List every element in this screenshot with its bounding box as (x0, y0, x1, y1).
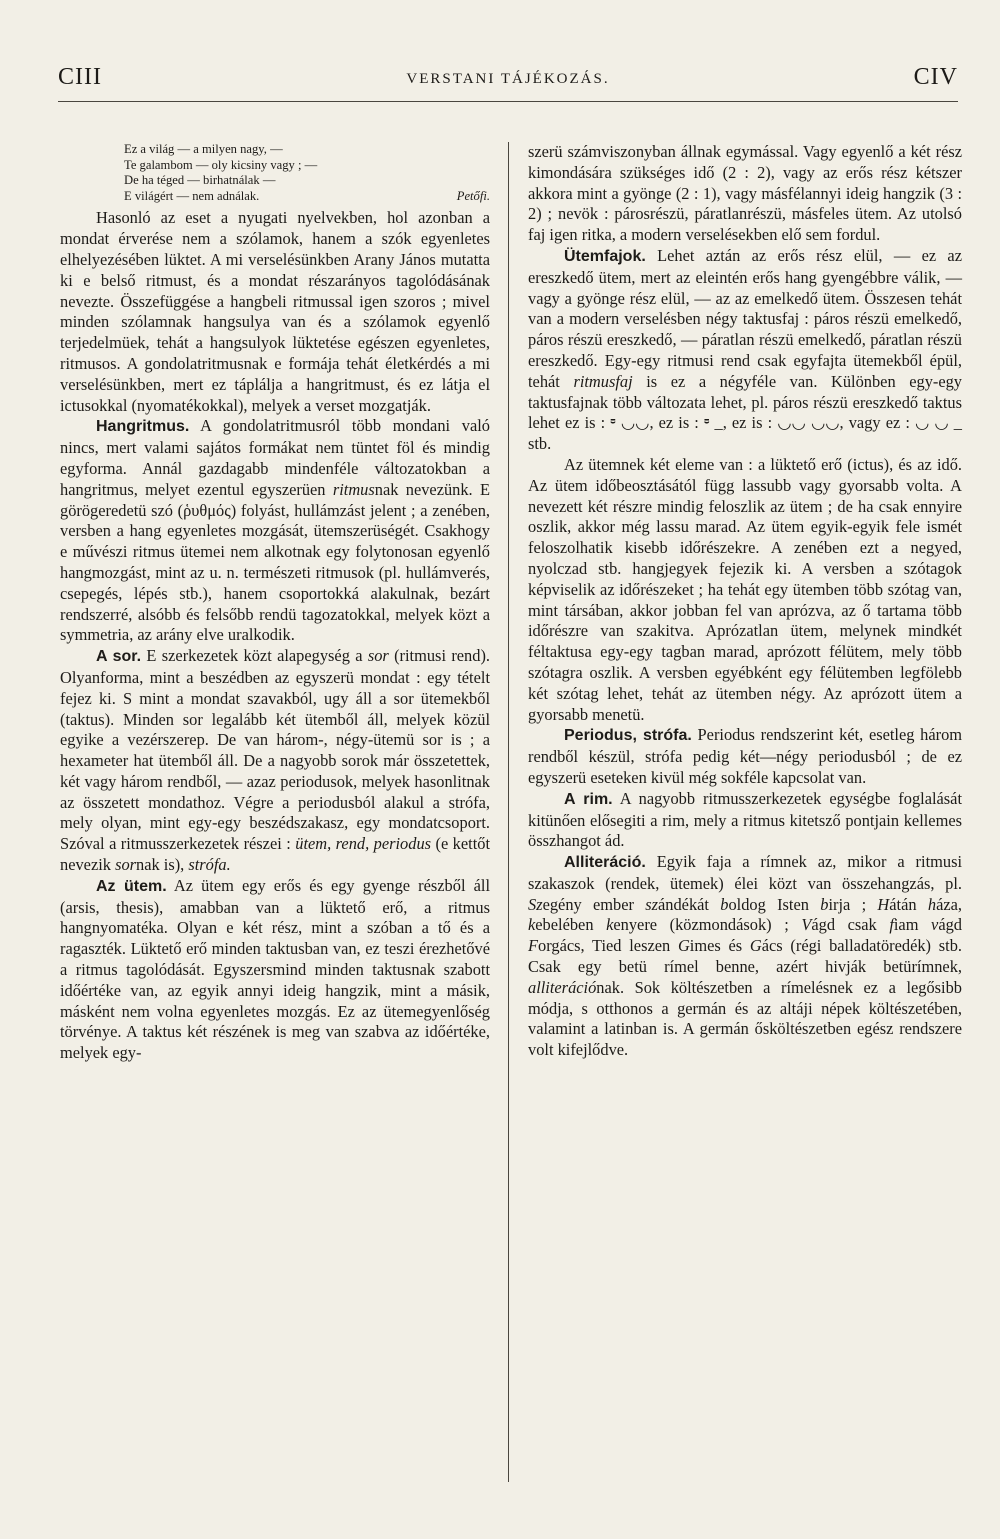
paragraph-text: A gondolatritmusról több mondani való nincs, mert valami sajátos formákat nem tüntet föl és mindig egyforma. Annál gazdagabb mindenféle változatokban a hangritmus, melyet ezentul egyszerüen (60, 416, 490, 499)
header-rule (58, 101, 958, 102)
paragraph-text: nak. Sok költészetben a rímelésnek ez a legősibb módja, s otthonos a germán és az altáji népek költészetében, valamint a latinban is. A germán ősköltészetben egész rendszere volt kifejlődve. (528, 977, 962, 1060)
section-heading: Az ütem. (96, 877, 167, 895)
paragraph (528, 789, 962, 852)
paragraph-text: (e kettőt nevezik (60, 834, 490, 875)
emphasis: V (801, 915, 812, 935)
column-divider (508, 142, 509, 1482)
emphasis: ütem, rend, periodus (295, 834, 432, 854)
emphasis: G (677, 936, 690, 956)
paragraph-text: ebelében (535, 915, 607, 935)
paragraph-text: iam (893, 915, 932, 935)
paragraph-text: átán (889, 894, 928, 914)
paragraph: szerü számviszonyban állnak egymással. Vagy egyenlő a két rész kimondására szükséges idő (2 : 2), vagy az erős rész kétszer akkora mint a gyönge (2 : 1), vagy másfélannyi ideig hangzik (3 : 2) ; nevök : párosrészü, páratlanrészü, másfeles ütem. Az utolsó faj igen ritka, a modern verselésekben elő sem fordul. (528, 142, 962, 245)
page-number-right: CIV (913, 64, 958, 90)
paragraph-text: Lehet aztán az erős rész elül, — ez az ereszkedő ütem, mert az eleintén erős hang gyengébbre válik, — vagy a gyönge rész elül, — az az emelkedő ütem. Összesen tehát van a modern verselésben négy taktusfaj : páros részü emelkedő, páros részü ereszkedő, — páratlan részü emelkedő, páratlan részü ereszkedő. Egy-egy ritmusi rend csak egyfajta ütemekből épül, tehát (528, 245, 962, 391)
poem-line: De ha téged — birhatnálak — (124, 173, 276, 188)
poem-author: Petőfi. (456, 188, 490, 203)
paragraph-text: ágd csak (811, 915, 890, 935)
emphasis: sor (115, 855, 137, 875)
paragraph-text: (ritmusi rend). Olyanforma, mint a beszédben az egyszerü mondat : egy tételt fejez ki. S mint a mondat szavakból, ugy áll a sor ütemekből (taktus). Minden sor legalább két ütemből áll, melyek közül egyike a vezérszerep. De van három-, négy-ütemü sor is ; a hexameter hat ütemből áll. De a nagyobb sorok már összetettek, két vagy három rendből, — azaz periodusok, melyek hasonlitnak az összetett mondathoz. Végre a periodusból alakul a strófa, mely olyan, mint egy-egy beszédszakasz, egy mondatcsoport. Szóval a ritmusszerkezetek részei : (60, 646, 490, 854)
emphasis: sor (367, 646, 389, 666)
paragraph (528, 852, 962, 1061)
emphasis: alliteráció (528, 977, 597, 997)
emphasis: k (606, 915, 614, 935)
page-number-left: CIII (58, 64, 102, 90)
emphasis: Sz (528, 894, 543, 914)
section-heading: Periodus, strófa. (564, 727, 692, 745)
paragraph-text: ándékát (658, 894, 721, 914)
poem-line: E világért — nem adnálak. (124, 188, 260, 203)
paragraph-text: enyere (közmondások) ; (613, 915, 802, 935)
paragraph-text: oldog Isten (728, 894, 821, 914)
paragraph-text: nak is), (136, 855, 189, 875)
paragraph-text: Az ütem egy erős és egy gyenge részből áll (arsis, thesis), amabban van a lüktető erő, a ritmus hangnyomatéka. Olyan e két rész, mint a szóban a tő és a ragaszték. Lüktető erő minden taktusban van, ez teszi érezhetővé a ritmus tagolódását. Egyszersmind minden taktusnak szabott időértéke van, az egyik annyi ideig hangzik, mint a másik, másként nem volna egyenletes mozgás. Ez az ütemegyenlőség törvénye. A taktus két részének is meg van szabva az időértéke, melyek egy- (60, 875, 490, 1063)
emphasis: H (877, 894, 890, 914)
section-heading: Alliteráció. (564, 854, 646, 872)
paragraph: Az ütemnek két eleme van : a lüktető erő (ictus), és az idő. Az ütem időbeosztásától függ lassubb vagy gyorsabb volta. A nevezett két részre mindig feloszlik az ütem ; de ha csak ennyire oszlik, akkor még lassu marad. Az ütem egyik-egyik fele ismét feloszolhatik kisebb időrészekre. A zenében ezt a negyed, nyolczad stb. hangjegyek fejezik ki. A versben a szótagok képviselik az időrészeket ; ha tehát egy ütemben több szótag van, mint társában, akkor jobban fel van aprózva, az ő tartama több időrészre van szakitva. Aprózatlan ütem, melynek mindkét féltaktusa egy-egy tagban marad, aprózott félütem, mely több szótagra oszlik. A versben egyébként egy félütemben legfölebb két szótag lehet, tehát az ütemben négy. Az aprózott ütem a gyorsabb menetü. (528, 454, 962, 724)
emphasis: ritmus (332, 479, 375, 499)
left-column (60, 142, 490, 1064)
paragraph (60, 646, 490, 876)
emphasis: ritmusfaj (573, 371, 633, 391)
paragraph-text: orgács, Tied leszen (538, 936, 678, 956)
paragraph (60, 416, 490, 646)
poem-line: Te galambom — oly kicsiny vagy ; — (124, 157, 318, 172)
running-header (58, 64, 958, 98)
emphasis: k (528, 915, 536, 935)
paragraph-text: imes és (689, 936, 750, 956)
emphasis: f (889, 915, 894, 935)
paragraph (528, 246, 962, 455)
section-heading: A rim. (564, 790, 613, 808)
right-column (528, 142, 962, 1061)
emphasis: strófa. (188, 855, 231, 875)
paragraph (528, 725, 962, 788)
paragraph-text: ács (régi balladatöredék) stb. Csak egy betü rímel benne, azért hivják betürímnek, (528, 936, 962, 977)
paragraph: Hasonló az eset a nyugati nyelvekben, hol azonban a mondat érverése nem a szólamok, hanem a szók egyenletes elhelyezésében lüktet. A mi verselésünkben Arany János mutatta ki e belső ritmust, és a mondat részarányos tagolódásának nevezte. Összefüggése a hangbeli ritmussal igen szoros ; mivel minden szólamnak hangsulya van és a szólamok egyenlő terjedelmüek, tehát a hangsulyok lüktetése egészen egyenletes, ritmusos. A gondolatritmusnak e formája tehát életkérdés a mi verselésünkben, mert ez táplálja a hangritmust, és ez látja el ictusokkal (nyomatékokkal), melyek a verset mozgatják. (60, 208, 490, 415)
paragraph-text: Egyik faja a rímnek az, mikor a ritmusi szakaszok (rendek, ütemek) élei közt van összehangzás, pl. (528, 852, 962, 893)
running-title: VERSTANI TÁJÉKOZÁS. (406, 71, 610, 87)
paragraph-text: ágd (938, 915, 962, 935)
emphasis: h (927, 894, 937, 914)
section-heading: A sor. (96, 648, 142, 666)
section-heading: Hangritmus. (96, 418, 190, 436)
emphasis: v (931, 915, 939, 935)
poem-quote (124, 142, 490, 204)
paragraph-text: irja ; (828, 894, 878, 914)
paragraph-text: Periodus rendszerint két, esetleg három rendből készül, strófa pedig két—négy periodusból ; de ez egyszerü eseteken kivül még sokféle kapcsolat van. (528, 725, 963, 787)
paragraph-text: egény ember (542, 894, 646, 914)
paragraph-text: nak nevezünk. E görögeredetü szó (ῥυθμός) folyást, hullámzást jelent ; a zenében, versben a hang egyenletes mozgását, ütemszerüségét. Csakhogy e művészi ritmus ütemei nem alkotnak egy folytonosan egyenlő hangmozgást, mint az u. n. természeti ritmusok (pl. hullámverés, csepegés, lépés stb.), hanem csoportokká alakulnak, bezárt rendszerré, alsóbb és felsőbb rendü tagozatokkal, melyek közt a symmetria, az arány elve uralkodik. (60, 479, 490, 645)
emphasis: G (749, 936, 762, 956)
paragraph-text: E szerkezetek közt alapegység a (141, 646, 368, 666)
emphasis: b (820, 894, 829, 914)
emphasis: b (720, 894, 729, 914)
emphasis: F (528, 936, 539, 956)
paragraph-text: is ez a négyféle van. Különben egy-egy taktusfajnak több változata lehet, pl. páros részü ereszkedő taktus lehet ez is : ⏒ ◡◡, ez is : ⏒ _, ez is : ◡◡ ◡◡, vagy ez : ◡ ◡ _ stb. (528, 371, 963, 454)
section-heading: Ütemfajok. (564, 247, 646, 265)
emphasis: sz (645, 894, 659, 914)
paragraph-text: A nagyobb ritmusszerkezetek egységbe foglalását kitünően elősegiti a rim, mely a ritmus kitetsző pontjain kellemes összhangot ád. (528, 788, 963, 851)
paragraph-text: áza, (936, 894, 962, 914)
poem-line: Ez a világ — a milyen nagy, — (124, 142, 283, 156)
paragraph (60, 876, 490, 1064)
